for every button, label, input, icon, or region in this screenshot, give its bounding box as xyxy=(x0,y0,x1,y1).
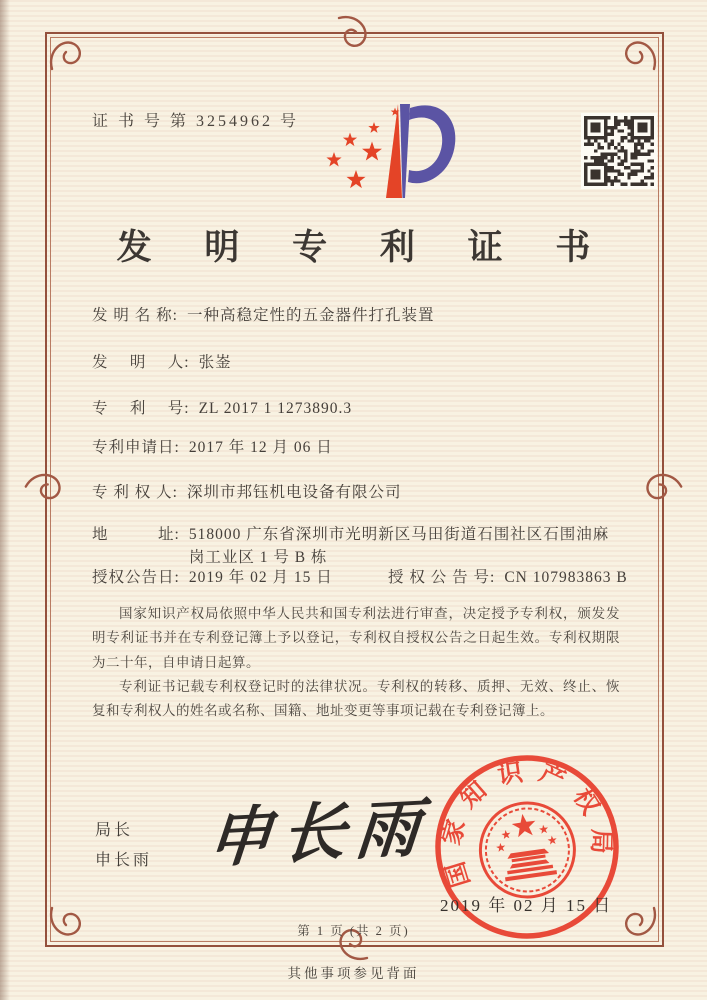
field-value: 2017 年 12 月 06 日 xyxy=(188,439,333,456)
field-filing-date xyxy=(92,436,333,459)
field-label: 发 明 人: xyxy=(92,354,190,371)
field-value: CN 107983863 B xyxy=(504,569,628,586)
field-label: 专利申请日: xyxy=(92,439,180,456)
field-grant-date xyxy=(92,566,333,589)
field-value: 张崟 xyxy=(198,354,232,371)
scan-edge-shadow xyxy=(0,0,10,1000)
field-label: 专 利 权 人: xyxy=(92,484,178,501)
field-value: 2019 年 02 月 15 日 xyxy=(188,569,333,586)
qr-code xyxy=(581,113,657,189)
field-label: 地 址: xyxy=(92,526,180,543)
certificate-title: 发 明 专 利 证 书 xyxy=(116,228,613,267)
handwritten-signature: 申长雨 xyxy=(204,792,433,876)
border-flourish-top-right xyxy=(618,35,658,75)
seal-date: 2019 年 02 月 15 日 xyxy=(440,896,613,915)
field-patentee xyxy=(92,481,401,504)
field-label: 授 权 公 告 号: xyxy=(388,569,496,586)
field-address xyxy=(92,523,621,570)
field-value: 一种高稳定性的五金器件打孔装置 xyxy=(186,307,435,324)
field-label: 发 明 名 称: xyxy=(92,307,178,324)
border-flourish-top-left xyxy=(48,35,88,75)
signer-name: 申长雨 xyxy=(95,852,153,870)
field-value: 深圳市邦钰机电设备有限公司 xyxy=(186,484,402,501)
field-grant-number xyxy=(388,566,628,589)
field-label: 专 利 号: xyxy=(92,400,190,417)
legal-paragraph-2: 专利证书记载专利权登记时的法律状况。专利权的转移、质押、无效、终止、恢复和专利权人的姓名或名称、国籍、地址变更等事项记载在专利登记簿上。 xyxy=(92,678,620,719)
back-side-note: 其他事项参见背面 xyxy=(287,966,420,981)
field-invention-name xyxy=(92,304,434,327)
legal-text xyxy=(92,602,620,723)
seal-national-emblem xyxy=(474,797,580,903)
field-patent-number xyxy=(92,397,352,420)
signer-title: 局长 xyxy=(95,822,134,839)
field-value: ZL 2017 1 1273890.3 xyxy=(198,400,353,417)
certificate-number: 证 书 号 第 3254962 号 xyxy=(92,113,300,130)
border-flourish-top-center xyxy=(333,14,373,54)
legal-paragraph-1: 国家知识产权局依照中华人民共和国专利法进行审查，决定授予专利权，颁发发明专利证书并在专利登记簿上予以登记，专利权自授权公告之日起生效。专利权期限为二十年，自申请日起算。 xyxy=(92,606,620,670)
field-inventor xyxy=(92,351,232,374)
field-label: 授权公告日: xyxy=(92,569,180,586)
page-number: 第 1 页 (共 2 页) xyxy=(297,924,410,938)
seal-text: 国家知识产权局 xyxy=(438,757,615,891)
field-value: 518000 广东省深圳市光明新区马田街道石围社区石围油麻岗工业区 1 号 B 栋 xyxy=(188,526,610,567)
cnipa-logo-icon xyxy=(298,96,462,208)
signer-block xyxy=(95,816,152,877)
